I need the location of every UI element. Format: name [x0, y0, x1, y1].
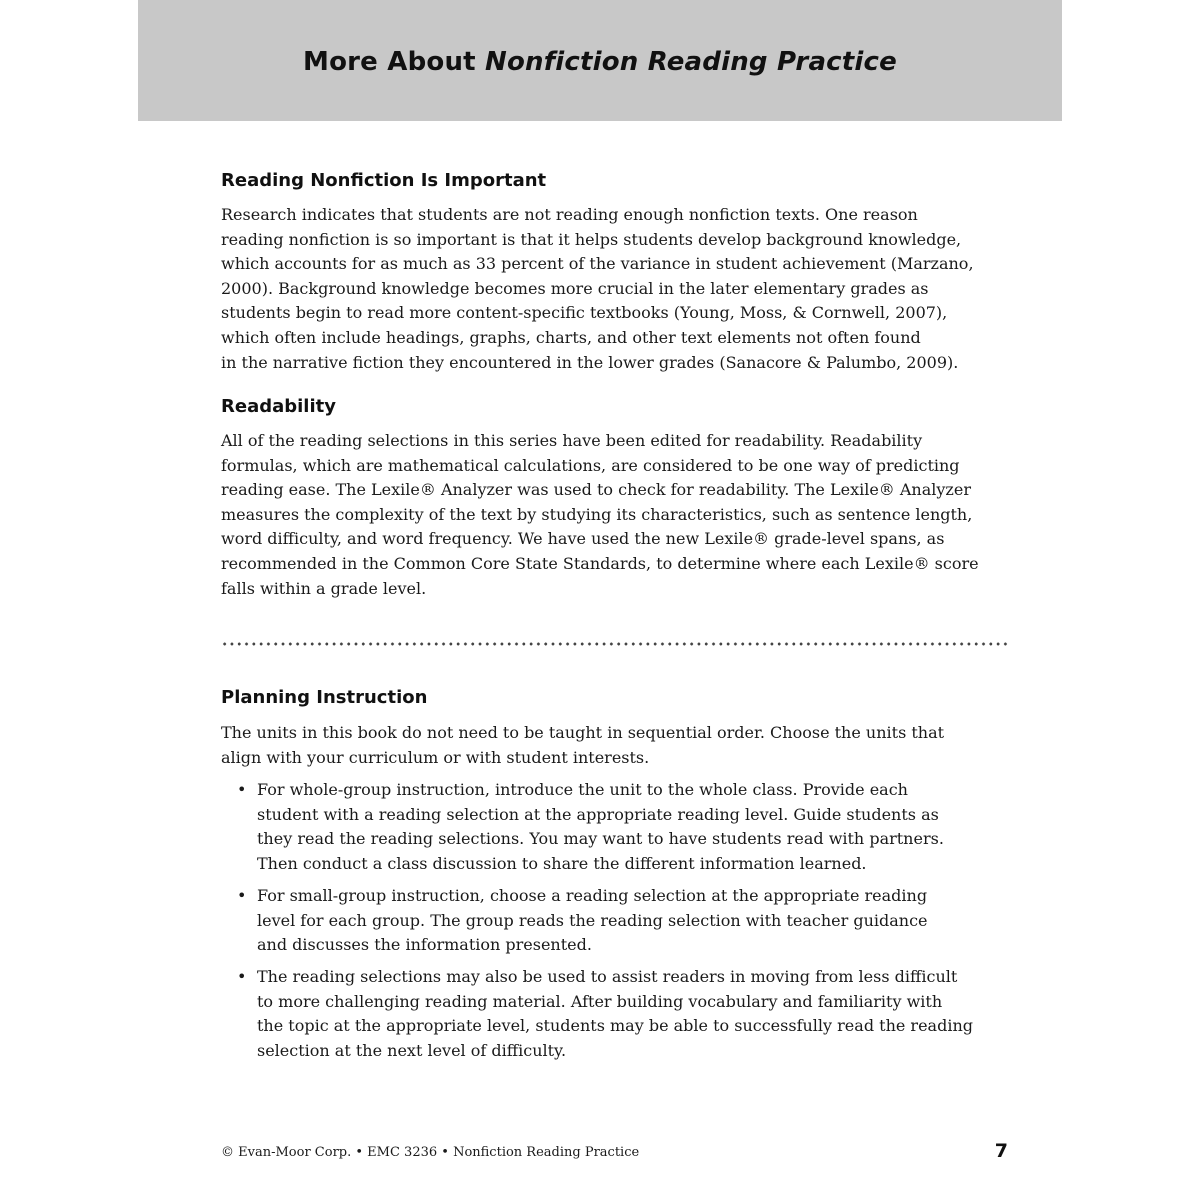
body-line: word difficulty, and word frequency. We have used the new Lexile® grade-level spans, as [221, 529, 945, 549]
bullet-text [257, 884, 967, 958]
dotted-divider [221, 642, 1009, 646]
section-heading-readability: Readability [221, 396, 336, 417]
bullet-text [257, 965, 973, 1063]
page-number: 7 [994, 1140, 1008, 1162]
bullet-line: For small-group instruction, choose a reading selection at the appropriate reading [257, 886, 928, 905]
bullet-line: the topic at the appropriate level, students may be able to successfully read the reading [257, 1016, 973, 1036]
bullet-icon: • [237, 780, 247, 799]
body-line: The units in this book do not need to be taught in sequential order. Choose the units that [221, 723, 945, 742]
body-line: students begin to read more content-specific textbooks (Young, Moss, & Cornwell, 2007), [221, 303, 948, 323]
bullet-text [257, 778, 967, 876]
header-band [138, 0, 1062, 121]
bullet-line: level for each group. The group reads the reading selection with teacher guidance [257, 910, 928, 930]
body-line: recommended in the Common Core State Standards, to determine where each Lexile® score [221, 553, 979, 573]
section-heading-planning-instruction: Planning Instruction [221, 687, 428, 708]
bullet-line: they read the reading selections. You may want to have students read with partners. [257, 829, 944, 849]
body-line: measures the complexity of the text by studying its characteristics, such as sentence length, [221, 504, 973, 524]
body-line: All of the reading selections in this series have been edited for readability. Readability [221, 431, 923, 450]
bullet-line: selection at the next level of difficulty. [257, 1040, 567, 1060]
body-line: which often include headings, graphs, charts, and other text elements not often found [221, 327, 921, 347]
bullet-line: The reading selections may also be used to assist readers in moving from less difficult [257, 967, 958, 986]
section-body-planning-instruction [221, 721, 961, 770]
body-line: falls within a grade level. [221, 578, 427, 598]
body-line: formulas, which are mathematical calculations, are considered to be one way of predicting [221, 455, 960, 475]
body-line: reading nonfiction is so important is that it helps students develop background knowledge, [221, 229, 962, 249]
bullet-line: student with a reading selection at the appropriate reading level. Guide students as [257, 804, 939, 824]
bullet-line: to more challenging reading material. After building vocabulary and familiarity with [257, 991, 943, 1011]
section-heading-reading-nonfiction: Reading Nonfiction Is Important [221, 170, 547, 191]
bullet-line: and discusses the information presented. [257, 935, 592, 955]
page-title-plain: More About [303, 47, 486, 77]
body-line: 2000). Background knowledge becomes more crucial in the later elementary grades as [221, 278, 929, 298]
body-line: which accounts for as much as 33 percent of the variance in student achievement (Marzano, [221, 254, 974, 274]
footer-copyright: © Evan-Moor Corp. • EMC 3236 • Nonfiction Reading Practice [221, 1145, 640, 1160]
bullet-icon: • [237, 967, 247, 986]
bullet-icon: • [237, 886, 247, 905]
bullet-line: Then conduct a class discussion to share the different information learned. [257, 853, 867, 873]
page-title-italic: Nonfiction Reading Practice [485, 47, 897, 77]
body-line: Research indicates that students are not reading enough nonfiction texts. One reason [221, 205, 918, 224]
page-title [138, 47, 1062, 77]
body-line: align with your curriculum or with student interests. [221, 747, 650, 767]
bullet-line: For whole-group instruction, introduce the unit to the whole class. Provide each [257, 780, 908, 799]
body-line: in the narrative fiction they encountered in the lower grades (Sanacore & Palumbo, 2009). [221, 352, 959, 372]
body-line: reading ease. The Lexile® Analyzer was used to check for readability. The Lexile® Analyzer [221, 480, 971, 500]
section-body-readability [221, 429, 979, 601]
section-body-reading-nonfiction [221, 203, 974, 375]
